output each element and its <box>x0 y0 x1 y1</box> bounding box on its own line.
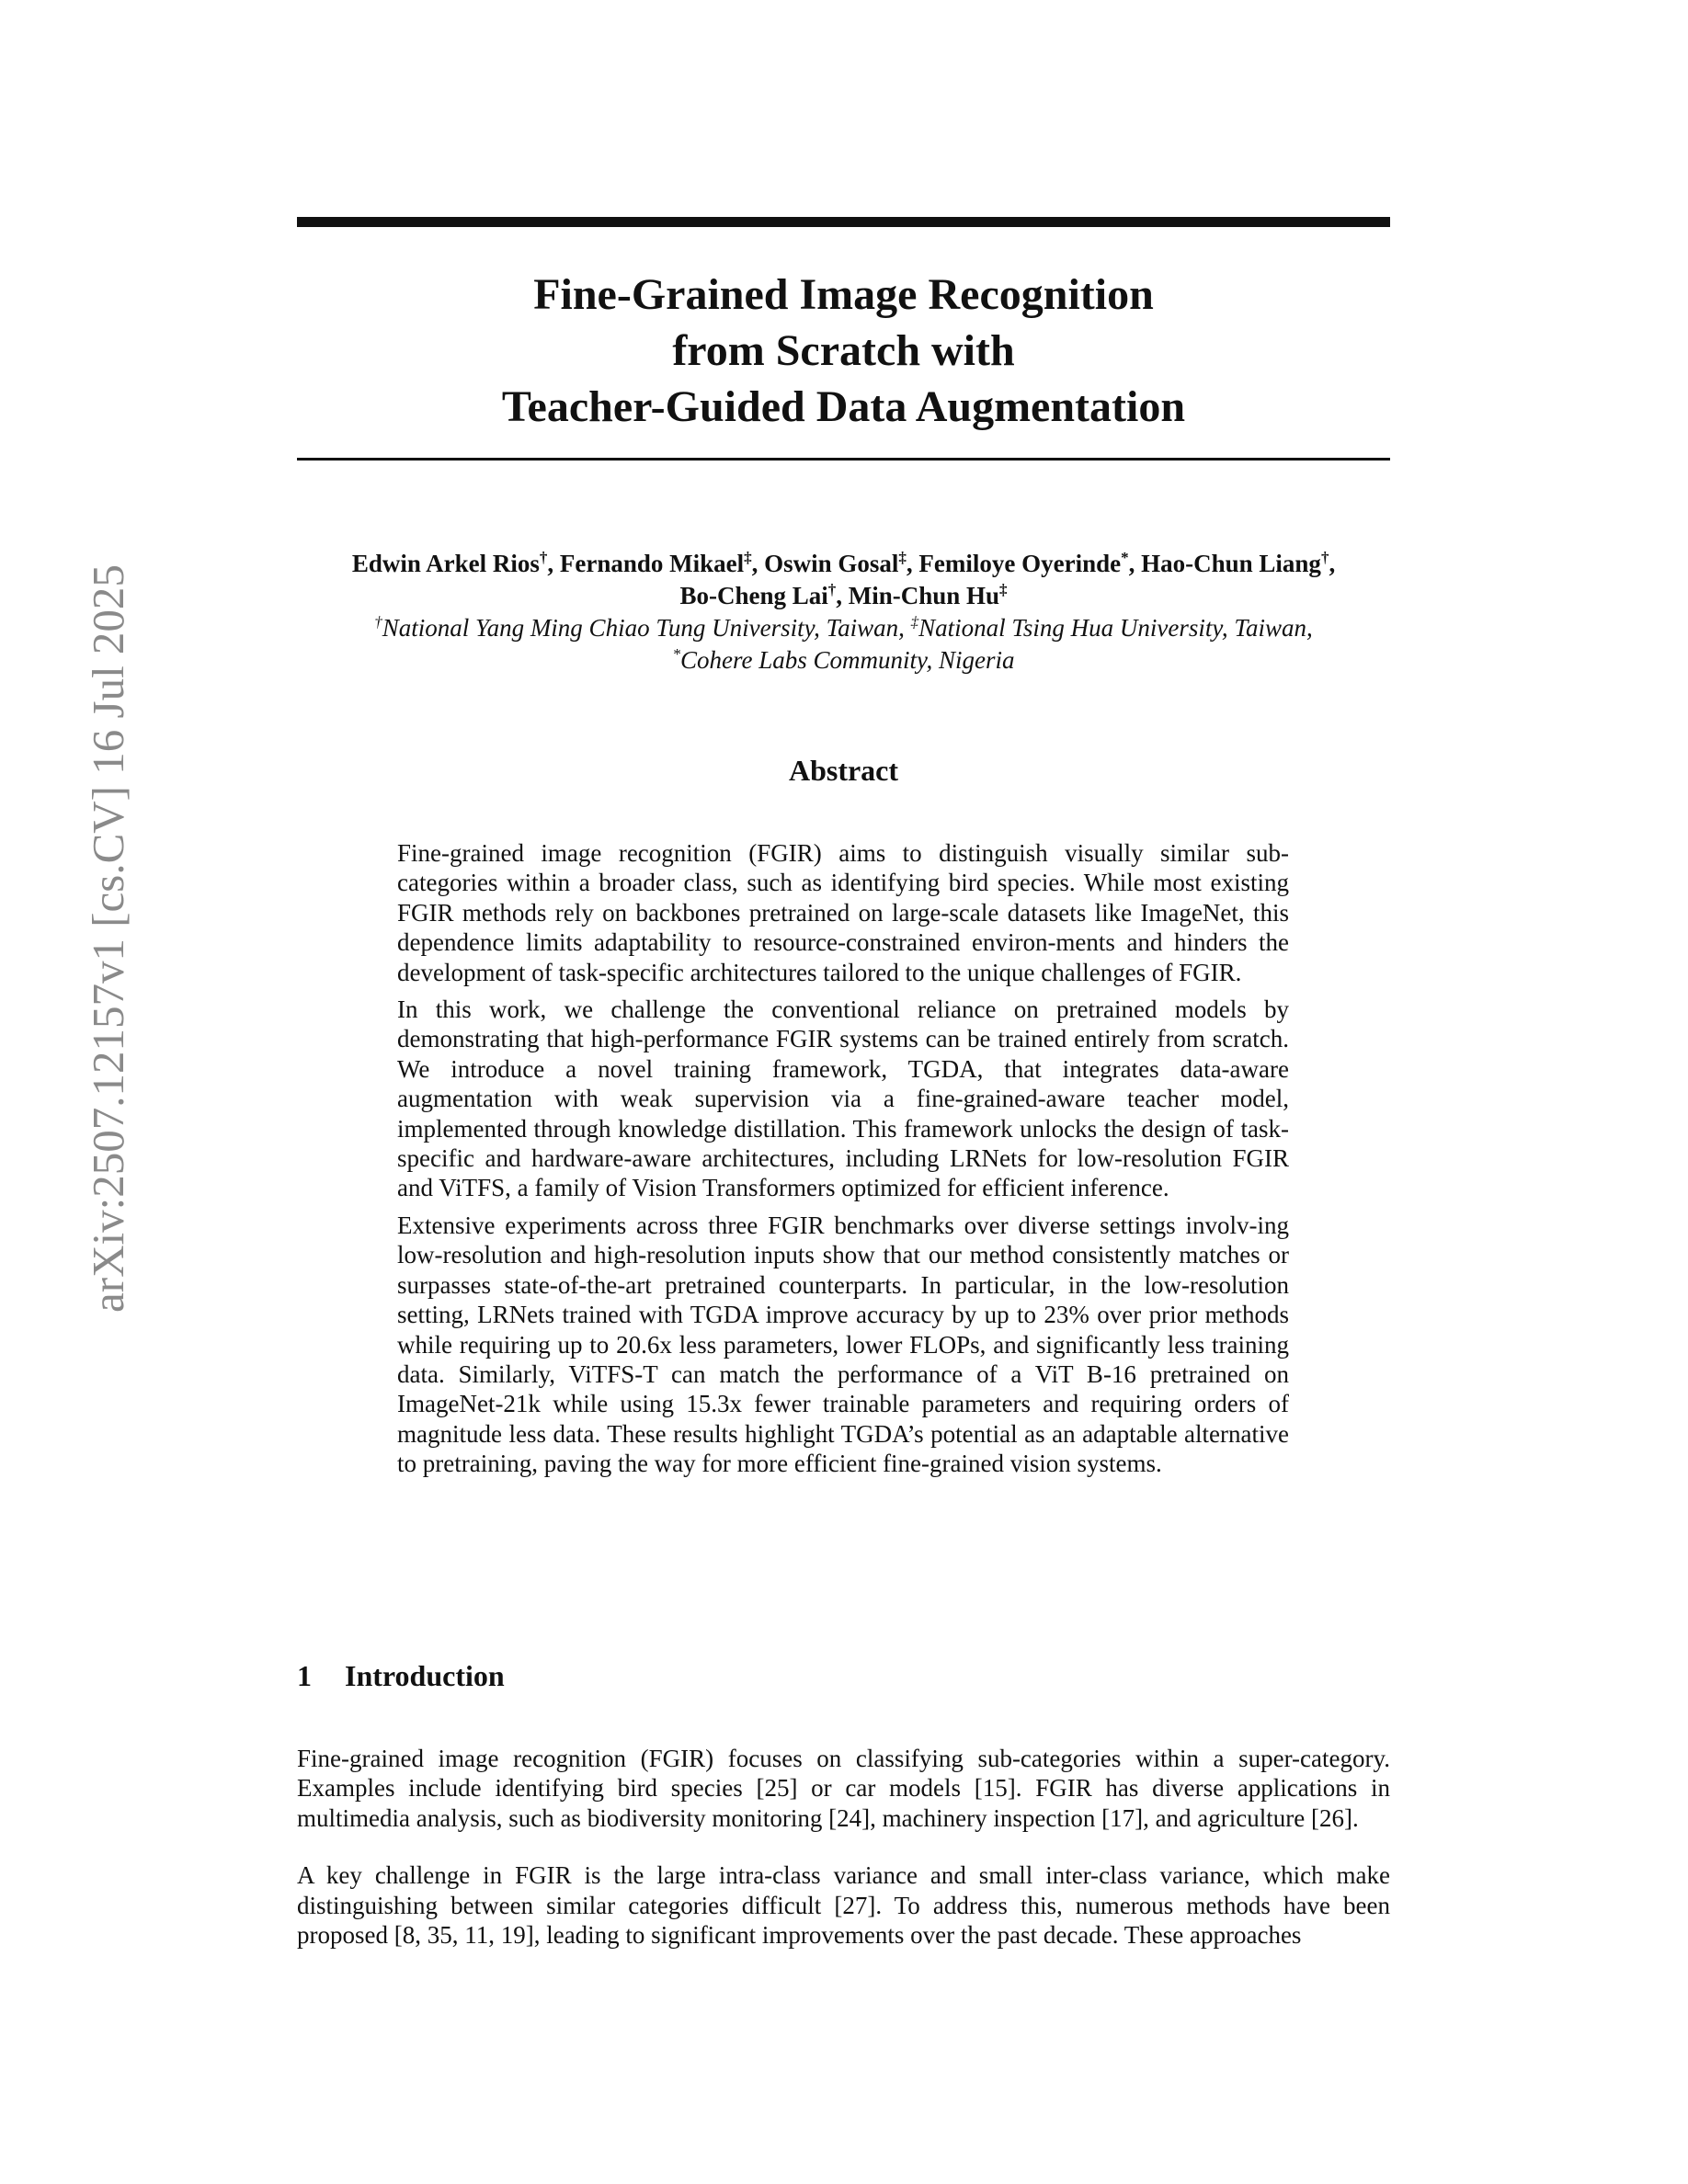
affiliation-name: Cohere Labs Community, Nigeria <box>679 646 1015 674</box>
arxiv-identifier: arXiv:2507.12157v1 [cs.CV] 16 Jul 2025 <box>83 564 133 1313</box>
title-bottom-rule <box>297 458 1390 461</box>
author-name: Femiloye Oyerinde <box>918 550 1122 577</box>
abstract-body <box>397 838 1289 1486</box>
author-block <box>297 548 1390 677</box>
affiliation-separator: , <box>898 614 911 642</box>
paper-title <box>297 267 1390 435</box>
author-name: Hao-Chun Liang <box>1141 550 1321 577</box>
author-separator: , <box>751 550 765 577</box>
section-title: Introduction <box>345 1659 505 1692</box>
author-name: Fernando Mikael <box>559 550 745 577</box>
section-number: 1 <box>297 1659 312 1692</box>
abstract-paragraph: In this work, we challenge the conventional reliance on pretrained models by demonstrating that high-performance FGIR systems can be trained entirely from scratch. We introduce a novel training framework, TGDA, that integrates data-aware augmentation with weak supervision via a fine-grained-aware teacher model, implemented through knowledge distillation. This framework unlocks the design of task-specific and hardware-aware architectures, including LRNets for low-resolution FGIR and ViTFS, a family of Vision Transformers optimized for efficient inference. <box>397 995 1289 1202</box>
affiliation-name: National Tsing Hua University, Taiwan <box>918 614 1306 642</box>
affiliation-mark: * <box>672 645 680 663</box>
affiliation-mark: ‡ <box>744 549 752 566</box>
affiliation-separator: , <box>1306 614 1313 642</box>
affiliation-mark: † <box>827 581 837 598</box>
author-separator: , <box>906 550 919 577</box>
affiliation-line <box>297 644 1390 677</box>
abstract-paragraph: Extensive experiments across three FGIR benchmarks over diverse settings involv-ing low-resolution and high-resolution inputs show that our method consistently matches or surpasses state-of-the-art pretrained counterparts. In particular, in the low-resolution setting, LRNets trained with TGDA improve accuracy by up to 23% over prior methods while requiring up to 20.6x less parameters, lower FLOPs, and significantly less training data. Similarly, ViTFS-T can match the performance of a ViT B-16 pretrained on ImageNet-21k while using 15.3x fewer trainable parameters and requiring orders of magnitude less data. These results highlight TGDA’s potential as an adaptable alternative to pretraining, paving the way for more efficient fine-grained vision systems. <box>397 1211 1289 1478</box>
author-name: Bo-Cheng Lai <box>679 582 828 609</box>
author-line <box>297 580 1390 612</box>
body-paragraph: A key challenge in FGIR is the large intra-class variance and small inter-class variance, which make distinguishing between similar categories difficult [27]. To address this, numerous methods have been proposed [8, 35, 11, 19], leading to significant improvements over the past decade. These approaches <box>297 1861 1390 1950</box>
author-name: Min-Chun Hu <box>848 582 1000 609</box>
author-name: Oswin Gosal <box>764 550 899 577</box>
author-separator: , <box>547 550 560 577</box>
affiliation-mark: ‡ <box>999 581 1008 598</box>
introduction-body <box>297 1744 1390 1977</box>
affiliation-mark: ‡ <box>910 613 919 631</box>
author-separator: , <box>836 582 849 609</box>
affiliation-mark: † <box>1320 549 1329 566</box>
body-paragraph: Fine-grained image recognition (FGIR) focuses on classifying sub-categories within a super-category. Examples include identifying bird species [25] or car models [15]. FGIR has diverse applications in multimedia analysis, such as biodiversity monitoring [24], machinery inspection [17], and agriculture [26]. <box>297 1745 1390 1832</box>
author-separator: , <box>1329 550 1336 577</box>
author-name: Edwin Arkel Rios <box>351 550 540 577</box>
section-heading <box>297 1657 1124 1694</box>
affiliation-name: National Yang Ming Chiao Tung University, Taiwan <box>382 614 899 642</box>
affiliation-line <box>297 612 1390 644</box>
title-line: Teacher-Guided Data Augmentation <box>501 382 1186 431</box>
title-line: from Scratch with <box>672 326 1015 375</box>
affiliation-mark: † <box>539 549 548 566</box>
author-line <box>297 548 1390 580</box>
abstract-heading: Abstract <box>788 754 899 787</box>
author-separator: , <box>1128 550 1142 577</box>
title-line: Fine-Grained Image Recognition <box>533 270 1154 319</box>
title-top-rule <box>297 217 1390 227</box>
affiliation-mark: ‡ <box>898 549 907 566</box>
affiliation-mark: † <box>374 613 382 631</box>
author-list <box>297 548 1390 612</box>
affiliation-list <box>297 612 1390 677</box>
abstract-paragraph: Fine-grained image recognition (FGIR) aims to distinguish visually similar sub-categories within a broader class, such as identifying bird species. While most existing FGIR methods rely on backbones pretrained on large-scale datasets like ImageNet, this dependence limits adaptability to resource-constrained environ-ments and hinders the development of task-specific architectures tailored to the unique challenges of FGIR. <box>397 839 1289 986</box>
affiliation-mark: * <box>1121 549 1129 566</box>
